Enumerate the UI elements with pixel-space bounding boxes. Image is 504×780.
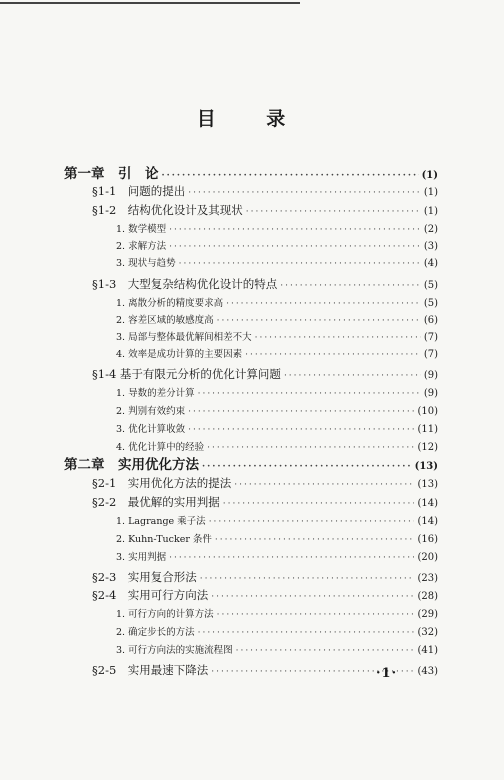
toc-entry-sub (116, 346, 438, 360)
toc-entry-page: (20) (417, 552, 438, 563)
toc-entry-sub (116, 513, 438, 527)
toc-entry-sub (116, 421, 438, 435)
toc-entry-page: (5) (423, 280, 438, 291)
page-number: ·1· (376, 666, 398, 681)
toc-entry-sub (116, 238, 438, 252)
toc-entry-page: (10) (417, 406, 438, 417)
toc-leader-dots (188, 407, 414, 417)
toc-entry-section (92, 569, 438, 585)
toc-entry-label: 2. 判别有效约束 (116, 406, 186, 417)
toc-entry-section (92, 366, 438, 382)
toc-entry-section (92, 202, 438, 218)
toc-leader-dots (209, 517, 415, 527)
toc-entry-sub (116, 606, 438, 620)
toc-entry-sub (116, 549, 438, 563)
toc-entry-page: (41) (417, 645, 438, 656)
toc-entry-label: §2-5 实用最速下降法 (92, 663, 209, 677)
toc-entry-sub (116, 385, 438, 399)
toc-entry-label: 4. 优化计算中的经验 (116, 442, 205, 453)
toc-entry-page: (1) (421, 170, 438, 181)
toc-entry-page: (9) (423, 370, 438, 381)
toc-entry-page: (13) (414, 461, 438, 472)
toc-entry-page: (43) (417, 666, 438, 677)
toc-entry-page: (2) (423, 224, 438, 235)
toc-entry-label: §1-2 结构优化设计及其现状 (92, 203, 243, 217)
toc-leader-dots (280, 281, 421, 291)
toc-entry-label: 3. 局部与整体最优解间相差不大 (116, 332, 252, 343)
toc-entry-label: §2-2 最优解的实用判据 (92, 495, 220, 509)
toc-entry-page: (7) (423, 349, 438, 360)
toc-entry-label: §2-4 实用可行方向法 (92, 588, 209, 602)
toc-entry-section (92, 494, 438, 510)
toc-leader-dots (236, 646, 415, 656)
toc-entry-chapter (64, 453, 438, 473)
toc-entry-page: (13) (417, 479, 438, 490)
toc-entry-page: (1) (423, 206, 438, 217)
toc-entry-section (92, 183, 438, 199)
toc-entry-sub (116, 312, 438, 326)
page-title: 目 录 (196, 108, 308, 130)
toc-entry-page: (32) (417, 627, 438, 638)
toc-leader-dots (245, 350, 421, 360)
toc-entry-section (92, 276, 438, 292)
toc-entry-label: 2. 容差区域的敏感度高 (116, 315, 214, 326)
toc-leader-dots (198, 628, 415, 638)
toc-entry-page: (23) (417, 573, 438, 584)
toc-leader-dots (211, 592, 414, 602)
toc-entry-label: §2-3 实用复合形法 (92, 570, 197, 584)
toc-entry-page: (1) (423, 187, 438, 198)
toc-entry-label: §1-3 大型复杂结构优化设计的特点 (92, 277, 278, 291)
toc-entry-page: (14) (417, 516, 438, 527)
toc-entry-label: 3. 实用判据 (116, 552, 167, 563)
toc-leader-dots (188, 425, 414, 435)
toc-entry-label: 第二章 实用优化方法 (64, 457, 199, 473)
toc-entry-sub (116, 295, 438, 309)
toc-leader-dots (198, 389, 421, 399)
toc-entry-label: §1-4 基于有限元分析的优化计算问题 (92, 367, 281, 381)
toc-leader-dots (200, 574, 415, 584)
toc-entry-page: (16) (417, 534, 438, 545)
top-rule (0, 2, 300, 4)
toc-entry-page: (28) (417, 591, 438, 602)
toc-entry-label: 2. 求解方法 (116, 241, 167, 252)
toc-entry-page: (14) (417, 498, 438, 509)
toc-leader-dots (284, 371, 421, 381)
toc-entry-label: §2-1 实用优化方法的提法 (92, 476, 232, 490)
toc-leader-dots (215, 535, 415, 545)
toc-entry-label: 3. 优化计算收敛 (116, 424, 186, 435)
toc-entry-sub (116, 329, 438, 343)
toc-entry-page: (3) (423, 241, 438, 252)
toc-leader-dots (217, 610, 415, 620)
toc-entry-page: (9) (423, 388, 438, 399)
toc-entry-chapter (64, 162, 438, 182)
toc-entry-label: §1-1 问题的提出 (92, 184, 186, 198)
toc-entry-label: 1. 数学模型 (116, 224, 167, 235)
toc-entry-label: 4. 效率是成功计算的主要因素 (116, 349, 243, 360)
toc-entry-section (92, 475, 438, 491)
toc-leader-dots (226, 299, 421, 309)
toc-leader-dots (234, 480, 414, 490)
toc-entry-page: (5) (423, 298, 438, 309)
toc-leader-dots (217, 316, 421, 326)
toc-leader-dots (169, 242, 421, 252)
toc-entry-sub (116, 403, 438, 417)
toc-entry-label: 1. 导数的差分计算 (116, 388, 195, 399)
toc-entry-page: (7) (423, 332, 438, 343)
toc-entry-page: (29) (417, 609, 438, 620)
toc-leader-dots (169, 225, 421, 235)
toc-leader-dots (246, 207, 421, 217)
toc-entry-sub (116, 221, 438, 235)
toc-leader-dots (202, 462, 412, 472)
toc-entry-label: 3. 现状与趋势 (116, 258, 176, 269)
toc-leader-dots (179, 259, 421, 269)
toc-entry-label: 2. Kuhn-Tucker 条件 (116, 534, 212, 545)
toc-entry-sub (116, 624, 438, 638)
toc-entry-page: (11) (417, 424, 438, 435)
toc-entry-label: 1. 离散分析的精度要求高 (116, 298, 224, 309)
toc-entry-sub (116, 255, 438, 269)
toc-entry-page: (6) (423, 315, 438, 326)
toc-entry-section (92, 587, 438, 603)
toc-entry-label: 1. 可行方向的计算方法 (116, 609, 214, 620)
toc-leader-dots (207, 443, 414, 453)
toc-entry-label: 1. Lagrange 乘子法 (116, 516, 206, 527)
toc-entry-sub (116, 531, 438, 545)
toc-entry-label: 第一章 引 论 (64, 166, 159, 182)
toc-leader-dots (188, 188, 421, 198)
toc-leader-dots (255, 333, 421, 343)
toc-leader-dots (162, 171, 419, 181)
toc-leader-dots (169, 553, 414, 563)
toc-entry-sub (116, 439, 438, 453)
toc-leader-dots (223, 499, 415, 509)
toc-entry-sub (116, 642, 438, 656)
toc-entry-page: (12) (417, 442, 438, 453)
toc-entry-label: 2. 确定步长的方法 (116, 627, 195, 638)
toc-entry-page: (4) (423, 258, 438, 269)
toc-entry-label: 3. 可行方向法的实施流程图 (116, 645, 233, 656)
